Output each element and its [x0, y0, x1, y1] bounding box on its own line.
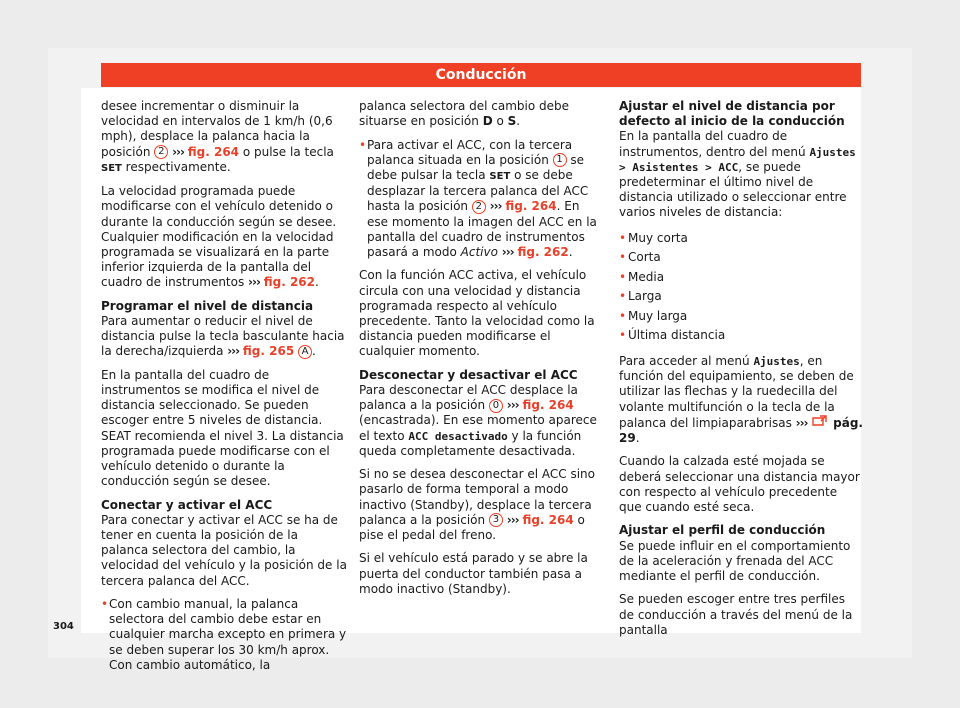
position-number: 3	[489, 513, 503, 527]
paragraph: Si no se desea desconectar el ACC sino pasarlo de forma temporal a modo inactivo (Standby), desplace la tercera palanca a la posición 3 ››› fig. 264 o pise el pedal del freno.	[359, 467, 595, 543]
arrow-icon: ›››	[172, 144, 184, 159]
section-heading: Programar el nivel de distancia	[101, 298, 314, 313]
arrow-icon: ›››	[227, 344, 240, 359]
mode-activo: Activo	[460, 245, 498, 260]
distance-list	[619, 229, 863, 346]
list-item: • Corta	[619, 248, 863, 268]
paragraph: Para acceder al menú Ajustes, en función del equipamiento, se deben de utilizar las flechas y la ruedecilla del volante multifunción o la tecla de la palanca del limpiaparabrisas ››› pág. 29.	[619, 354, 863, 446]
position-number: 1	[553, 153, 567, 167]
list-item: • Larga	[619, 287, 863, 307]
list-item: • Última distancia	[619, 326, 863, 346]
paragraph: Para conectar y activar el ACC se ha de tener en cuenta la posición de la palanca selectora del cambio, la velocidad del vehículo y la posición de la tercera palanca del ACC.	[101, 512, 347, 588]
paragraph: Se puede influir en el comportamiento de la aceleración y frenada del ACC mediante el perfil de conducción.	[619, 538, 851, 584]
figure-link[interactable]: fig. 264	[522, 512, 574, 527]
section-heading: Ajustar el perfil de conducción	[619, 523, 826, 538]
arrow-icon: ›››	[506, 398, 519, 413]
set-key-icon: SET	[489, 171, 511, 182]
paragraph: Si el vehículo está parado y se abre la puerta del conductor también pasa a modo inactivo (Standby).	[359, 551, 588, 596]
paragraph: La velocidad programada puede modificarse con el vehículo detenido o durante la conducción según se desee. Cualquier modificación en la velocidad programada se visualizará en la parte inferior izquierda de la pantalla del cuadro de instrumentos ››› fig. 262.	[101, 184, 337, 290]
paragraph: Cuando la calzada esté mojada se deberá seleccionar una distancia mayor con respecto al vehículo precedente que cuando esté seca.	[619, 454, 860, 515]
paragraph: Para desconectar el ACC desplace la palanca a la posición 0 ››› fig. 264 (encastrada). En ese momento aparece el texto ACC desactivado y la función queda completamente desactivada.	[359, 383, 597, 458]
display-text: ACC desactivado	[408, 429, 508, 443]
position-number: 2	[154, 145, 168, 159]
list-item: • Muy corta	[619, 229, 863, 249]
paragraph: Para aumentar o reducir el nivel de distancia pulse la tecla basculante hacia la derecha/izquierda ››› fig. 265 A .	[101, 314, 345, 359]
arrow-icon: ›››	[795, 415, 808, 430]
arrow-icon: ›››	[248, 275, 260, 290]
position-number: 2	[472, 200, 486, 214]
paragraph: desee incrementar o disminuir la velocidad en intervalos de 1 km/h (0,6 mph), desplace la palanca hacia la posición 2 ››› fig. 264 o pulse la tecla SET respectivamente.	[101, 99, 334, 174]
menu-path: Ajustes > Asistentes > ACC	[619, 145, 856, 174]
paragraph: Con la función ACC activa, el vehículo circula con una velocidad y distancia programada respecto al vehículo precedente. Tanto la velocidad como la distancia pueden modificarse el cualquier momento.	[359, 268, 595, 359]
column-2	[359, 99, 604, 605]
figure-link[interactable]: fig. 264	[187, 144, 240, 159]
figure-link[interactable]: fig. 264	[505, 199, 557, 214]
gear-d: D	[482, 114, 493, 129]
column-3	[619, 99, 863, 646]
position-number: 0	[489, 399, 503, 413]
figure-link[interactable]: fig. 264	[522, 398, 574, 413]
chapter-header: Conducción	[101, 63, 861, 87]
column-1	[101, 99, 347, 681]
set-key-icon: SET	[101, 162, 122, 174]
paragraph: Se pueden escoger entre tres perfiles de conducción a través del menú de la pantalla	[619, 592, 853, 637]
arrow-icon: ›››	[506, 512, 519, 527]
external-ref-icon	[811, 416, 829, 430]
list-item: • Media	[619, 268, 863, 288]
gear-s: S	[507, 114, 517, 129]
list-item: • Muy larga	[619, 307, 863, 327]
bullet-paragraph: • Con cambio manual, la palanca selectora del cambio debe estar en cualquier marcha excepto en primera y se deben superar los 30 km/h aprox. Con cambio automático, la	[101, 597, 347, 673]
section-heading: Ajustar el nivel de distancia por defecto al inicio de la conducción	[619, 99, 845, 129]
figure-link[interactable]: fig. 265	[242, 344, 295, 359]
arrow-icon: ›››	[489, 199, 502, 214]
menu-name: Ajustes	[753, 355, 800, 368]
paragraph: palanca selectora del cambio debe situarse en posición D o S.	[359, 99, 570, 129]
paragraph: En la pantalla del cuadro de instrumentos se modifica el nivel de distancia seleccionado. Se pueden escoger entre 5 niveles de distancia. SEAT recomienda el nivel 3. La distancia programada puede modificarse con el vehículo detenido o durante la conducción según se desee.	[101, 367, 344, 489]
paragraph: En la pantalla del cuadro de instrumentos, dentro del menú Ajustes > Asistentes > ACC, se puede predeterminar el último nivel de distancia utilizado o seleccionar entre varios niveles de distancia:	[619, 129, 856, 220]
position-letter: A	[298, 345, 312, 359]
arrow-icon: ›››	[501, 245, 514, 260]
page-reference[interactable]: pág. 29	[619, 415, 863, 446]
section-heading: Conectar y activar el ACC	[101, 497, 273, 512]
page-number: 304	[53, 621, 74, 632]
section-heading: Desconectar y desactivar el ACC	[359, 367, 578, 382]
figure-link[interactable]: fig. 262	[263, 275, 315, 290]
bullet-paragraph: • Para activar el ACC, con la tercera palanca situada en la posición 1 se debe pulsar la tecla SET o se debe desplazar la tercera palanca del ACC hasta la posición 2 ››› fig. 264. En ese momento la imagen del ACC en la pantalla del cuadro de instrumentos pasará a modo Activo ››› fig. 262.	[359, 138, 604, 261]
figure-link[interactable]: fig. 262	[517, 245, 569, 260]
